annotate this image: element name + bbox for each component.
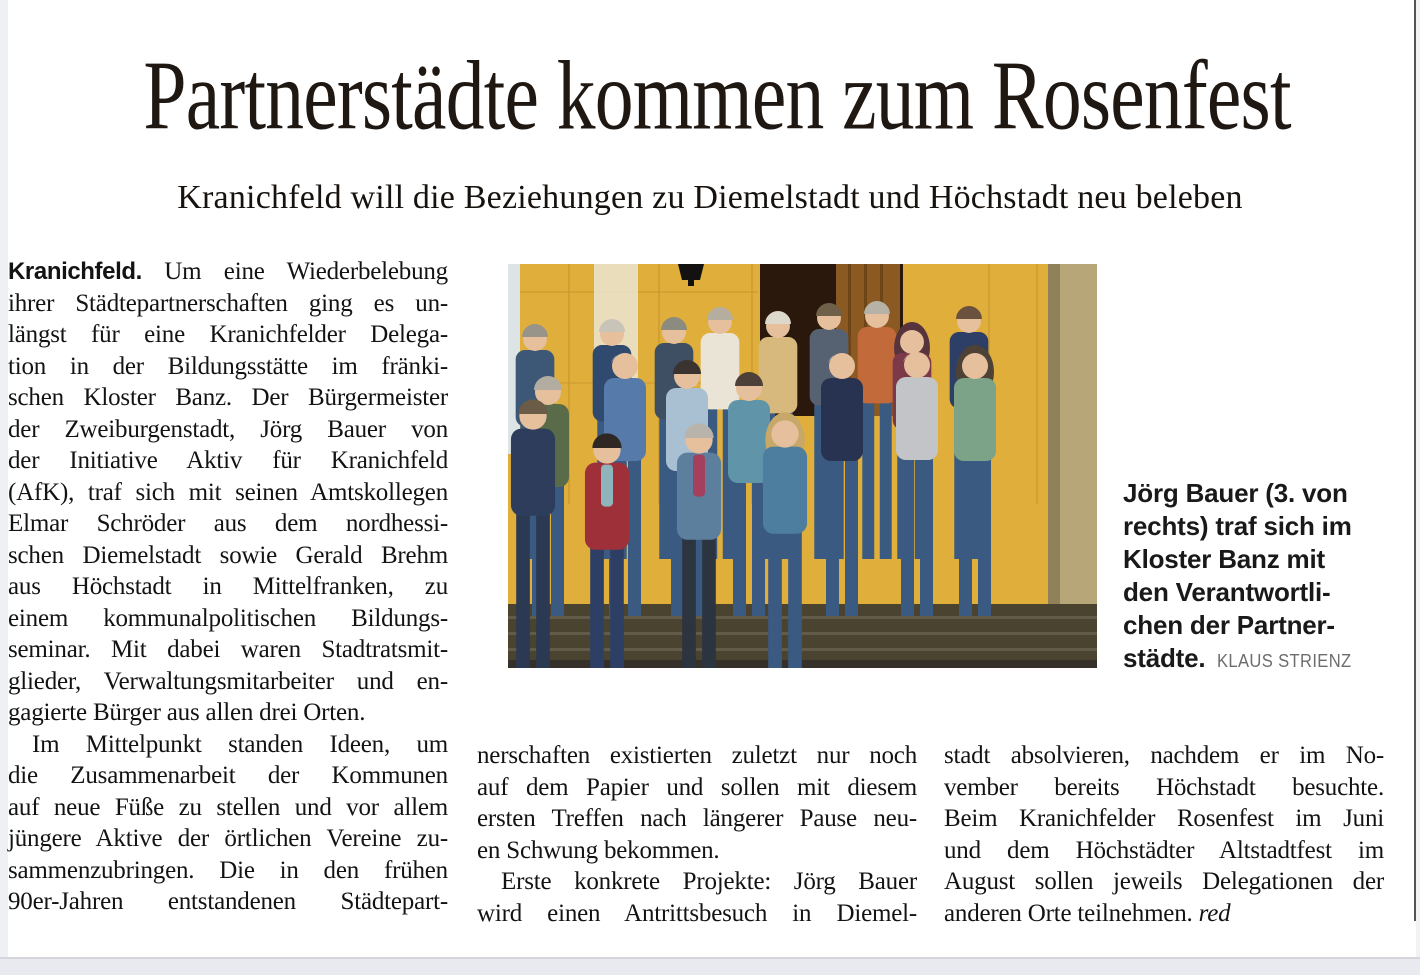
body-line: schen Kloster Banz. Der Bürgermeister bbox=[8, 384, 448, 411]
body-column-3 bbox=[944, 740, 1384, 929]
body-line: anderen Orte teilnehmen. red bbox=[944, 899, 1231, 927]
body-line: seminar. Mit dabei waren Stadtratsmit- bbox=[8, 636, 448, 663]
body-line: schen Diemelstadt sowie Gerald Brehm bbox=[8, 541, 448, 569]
body-column-1 bbox=[8, 256, 448, 918]
body-line: auf neue Füße zu stellen und vor allem bbox=[8, 793, 448, 821]
body-column-2 bbox=[477, 740, 917, 929]
page-bottom-bar bbox=[0, 957, 1420, 975]
body-line: glieder, Verwaltungsmitarbeiter und en- bbox=[8, 667, 448, 695]
body-line: Erste konkrete Projekte: Jörg Bauer bbox=[501, 868, 917, 895]
caption-line: den Verantwortli- bbox=[1123, 577, 1331, 607]
group-photo-illustration bbox=[508, 264, 1097, 668]
paragraph bbox=[477, 740, 917, 866]
headline-wrap bbox=[0, 40, 1420, 151]
paragraph bbox=[944, 740, 1384, 929]
caption-line: Kloster Banz mit bbox=[1123, 544, 1325, 574]
body-line: aus Höchstadt in Mittelfranken, zu bbox=[8, 573, 448, 600]
subhead-wrap bbox=[0, 176, 1420, 220]
body-line: der Zweiburgenstadt, Jörg Bauer von bbox=[8, 415, 448, 443]
body-line: jüngere Aktive der örtlichen Vereine zu- bbox=[8, 825, 448, 852]
author-signature: red bbox=[1198, 899, 1231, 927]
body-line: August sollen jeweils Delegationen der bbox=[944, 868, 1384, 895]
body-line: ihrer Städtepartnerschaften ging es un- bbox=[8, 289, 448, 317]
body-line: sammenzubringen. Die in den frühen bbox=[8, 856, 448, 884]
dateline-lead: Kranichfeld. bbox=[8, 258, 142, 285]
body-line: 90er-Jahren entstandenen Städtepart- bbox=[8, 888, 448, 915]
caption-line: rechts) traf sich im bbox=[1123, 511, 1352, 541]
body-line: tion in der Bildungsstätte im fränki- bbox=[8, 352, 448, 380]
article-title: Partnerstädte kommen zum Rosenfest bbox=[143, 40, 1291, 151]
photo-credit: KLAUS STRIENZ bbox=[1217, 651, 1352, 671]
photo-caption bbox=[1123, 477, 1393, 678]
body-line: gagierte Bürger aus allen drei Orten. bbox=[8, 699, 366, 726]
body-line: Elmar Schröder aus dem nordhessi- bbox=[8, 510, 448, 537]
body-line: einem kommunalpolitischen Bildungs- bbox=[8, 604, 448, 632]
paragraph bbox=[8, 729, 448, 918]
body-line: stadt absolvieren, nachdem er im No- bbox=[944, 742, 1384, 769]
article-photo bbox=[508, 264, 1097, 668]
caption-line: Jörg Bauer (3. von bbox=[1123, 478, 1348, 508]
body-line: auf dem Papier und sollen mit diesem bbox=[477, 773, 917, 801]
body-line: (AfK), traf sich mit seinen Amtskollegen bbox=[8, 478, 448, 506]
body-line: der Initiative Aktiv für Kranichfeld bbox=[8, 447, 448, 474]
body-line: nerschaften existierten zuletzt nur noch bbox=[477, 742, 917, 769]
body-line: längst für eine Kranichfelder Delega- bbox=[8, 321, 448, 348]
article-subtitle: Kranichfeld will die Beziehungen zu Diemelstadt und Höchstadt neu beleben bbox=[177, 179, 1243, 216]
body-line: und dem Höchstädter Altstadtfest im bbox=[944, 836, 1384, 864]
body-line: vember bereits Höchstadt besuchte. bbox=[944, 773, 1384, 801]
body-line: wird einen Antrittsbesuch in Diemel- bbox=[477, 899, 917, 927]
body-line: Beim Kranichfelder Rosenfest im Juni bbox=[944, 805, 1384, 832]
body-line: Kranichfeld. Um eine Wiederbelebung bbox=[8, 258, 448, 285]
paragraph bbox=[8, 256, 448, 729]
caption-line: städte. KLAUS STRIENZ bbox=[1123, 642, 1393, 678]
body-line: die Zusammenarbeit der Kommunen bbox=[8, 762, 448, 789]
body-line: ersten Treffen nach längerer Pause neu- bbox=[477, 805, 917, 832]
body-line: en Schwung bekommen. bbox=[477, 836, 720, 864]
body-line: Im Mittelpunkt standen Ideen, um bbox=[32, 730, 448, 758]
paragraph bbox=[477, 866, 917, 929]
caption-line: chen der Partner- bbox=[1123, 610, 1335, 640]
